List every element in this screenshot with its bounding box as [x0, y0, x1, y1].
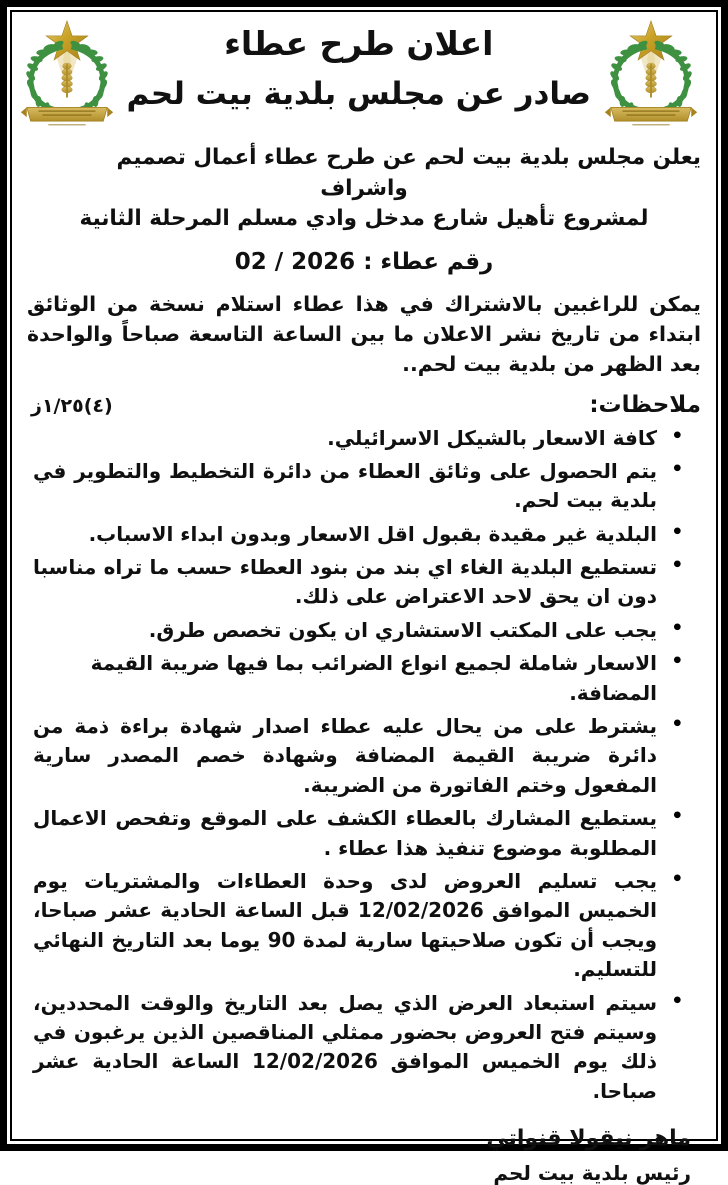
- list-item: • يجب على المكتب الاستشاري ان يكون تخصص طرق.: [33, 616, 657, 645]
- list-item: • كافة الاسعار بالشيكل الاسرائيلي.: [33, 424, 657, 453]
- list-item: • يجب تسليم العروض لدى وحدة العطاءات والمشتريات يوم الخميس الموافق 12/02/2026 قبل الساعة الحادية عشر صباحا، ويجب أن تكون صلاحيتها سارية لمدة 90 يوما بعد التاريخ النهائي للتسليم.: [33, 867, 657, 985]
- list-item: • الاسعار شاملة لجميع انواع الضرائب بما فيها ضريبة القيمة المضافة.: [33, 649, 657, 708]
- notes-list: [27, 424, 701, 1107]
- notes-heading: ملاحظات:: [589, 391, 701, 418]
- intro-line-1: يعلن مجلس بلدية بيت لحم عن طرح عطاء أعمال تصميم واشراف: [116, 145, 701, 201]
- tender-number-label: رقم عطاء :: [363, 248, 494, 275]
- notes-heading-row: [23, 392, 705, 422]
- bethlehem-municipality-emblem-right: [597, 17, 705, 129]
- intro-statement: [27, 143, 701, 235]
- tender-number-value: 02 / 2026: [234, 248, 356, 275]
- signature-block: [23, 1126, 691, 1185]
- list-item: • سيتم استبعاد العرض الذي يصل بعد التاريخ والوقت المحددين، وسيتم فتح العروض بحضور ممثلي المناقصين الذين يرغبون في ذلك يوم الخميس الموافق 12/02/2026 الساعة الحادية عشر صباحا.: [33, 989, 657, 1107]
- list-item: • البلدية غير مقيدة بقبول اقل الاسعار وبدون ابداء الاسباب.: [33, 520, 657, 549]
- list-item: • يستطيع المشارك بالعطاء الكشف على الموقع وتفحص الاعمال المطلوبة موضوع تنفيذ هذا عطاء .: [33, 804, 657, 863]
- page-content: [7, 7, 721, 1185]
- reference-code: (٤)١/٢٥ز: [31, 394, 113, 417]
- page-subtitle: صادر عن مجلس بلدية بيت لحم: [126, 76, 591, 113]
- list-item: • يشترط على من يحال عليه عطاء اصدار شهادة براءة ذمة من دائرة ضريبة القيمة المضافة وشهادة خصم المصدر سارية المفعول وختم الفاتورة من الضريبة.: [33, 712, 657, 800]
- list-item: • يتم الحصول على وثائق العطاء من دائرة التخطيط والتطوير في بلدية بيت لحم.: [33, 457, 657, 516]
- signatory-name: ماهر نيقولا قنواتي: [486, 1126, 691, 1152]
- signatory-role: رئيس بلدية بيت لحم: [493, 1161, 691, 1185]
- page-title: اعلان طرح عطاء: [224, 24, 494, 63]
- document-header: [23, 17, 705, 131]
- bethlehem-municipality-emblem-left: [13, 17, 121, 129]
- intro-line-2: لمشروع تأهيل شارع مدخل وادي مسلم المرحلة الثانية: [79, 206, 649, 232]
- tender-number: [23, 249, 705, 275]
- header-titles: [127, 17, 591, 115]
- list-item: • تستطيع البلدية الغاء اي بند من بنود العطاء حسب ما تراه مناسبا دون ان يحق لاحد الاعتراض على ذلك.: [33, 553, 657, 612]
- document-collection-paragraph: يمكن للراغبين بالاشتراك في هذا عطاء استلام نسخة من الوثائق ابتداء من تاريخ نشر الاعلان ما بين الساعة التاسعة صباحاً والواحدة بعد الظهر من بلدية بيت لحم..: [27, 291, 701, 377]
